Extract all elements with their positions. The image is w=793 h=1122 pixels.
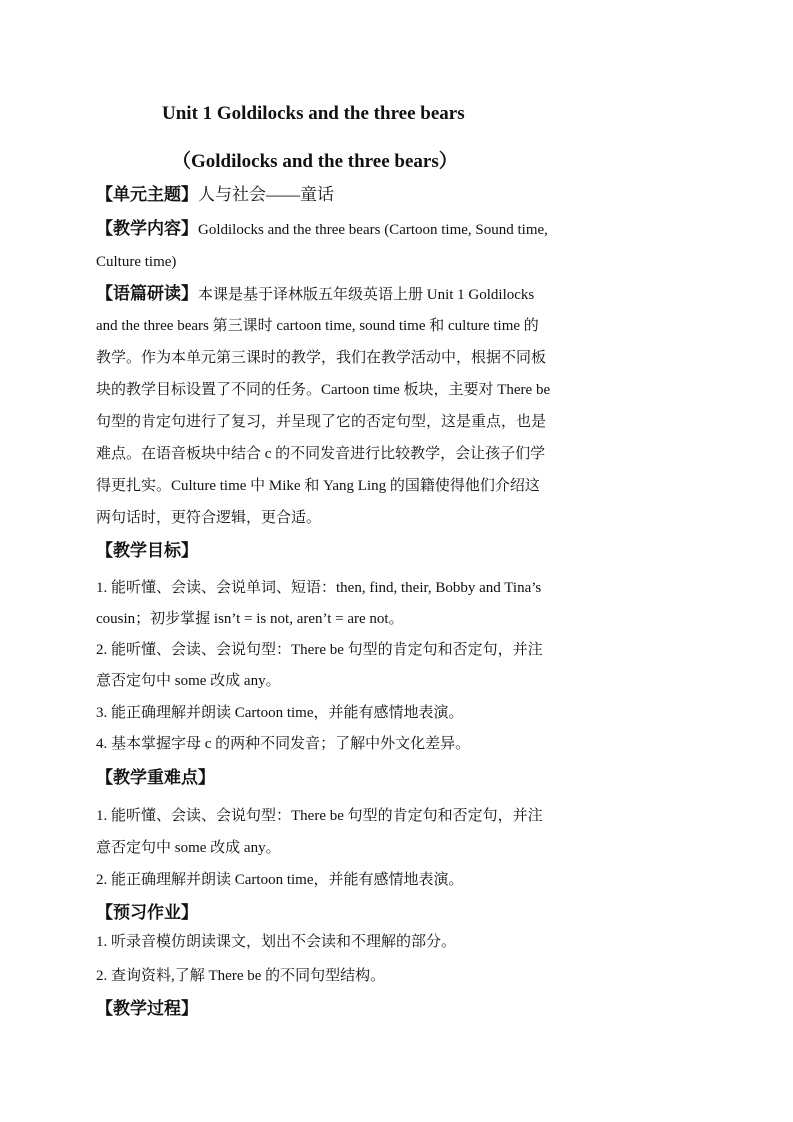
key-point-line-1: 1. 能听懂、会读、会说句型：There be 句型的肯定句和否定句，并注 — [96, 808, 543, 824]
analysis-row — [96, 284, 534, 305]
analysis-text-line4: 块的教学目标设置了不同的任务。Cartoon time 板块，主要对 There be — [96, 382, 551, 398]
content-label: 【教学内容】 — [96, 219, 198, 238]
process-heading: 【教学过程】 — [96, 999, 198, 1018]
objective-line-1: 1. 能听懂、会读、会说单词、短语：then, find, their, Bobby and Tina’s — [96, 580, 542, 596]
objective-line-4: 意否定句中 some 改成 any。 — [96, 673, 281, 689]
unit-title: Unit 1 Goldilocks and the three bears — [162, 103, 465, 124]
preview-heading: 【预习作业】 — [96, 903, 198, 922]
objective-line-5: 3. 能正确理解并朗读 Cartoon time，并能有感情地表演。 — [96, 705, 464, 721]
analysis-text-line2: and the three bears 第三课时 cartoon time, sound time 和 culture time 的 — [96, 318, 539, 334]
analysis-text-line6: 难点。在语音板块中结合 c 的不同发音进行比较教学，会让孩子们学 — [96, 446, 546, 462]
content-row — [96, 219, 548, 240]
key-point-line-3: 2. 能正确理解并朗读 Cartoon time，并能有感情地表演。 — [96, 872, 464, 888]
key-points-heading: 【教学重难点】 — [96, 768, 215, 787]
lesson-subtitle: （Goldilocks and the three bears） — [172, 151, 458, 172]
analysis-text-line7: 得更扎实。Culture time 中 Mike 和 Yang Ling 的国籍使得他们介绍这 — [96, 478, 540, 494]
analysis-text-line5: 句型的肯定句进行了复习，并呈现了它的否定句型，这是重点，也是 — [96, 414, 547, 430]
content-text-line1: Goldilocks and the three bears (Cartoon time, Sound time, — [198, 222, 548, 238]
theme-row — [96, 185, 334, 206]
key-point-line-2: 意否定句中 some 改成 any。 — [96, 840, 281, 856]
preview-item-1: 1. 听录音模仿朗读课文，划出不会读和不理解的部分。 — [96, 934, 457, 950]
content-text-line2: Culture time) — [96, 254, 177, 270]
analysis-text-line3: 教学。作为本单元第三课时的教学，我们在教学活动中，根据不同板 — [96, 350, 547, 366]
objective-line-6: 4. 基本掌握字母 c 的两种不同发音；了解中外文化差异。 — [96, 736, 471, 752]
analysis-text-line8: 两句话时，更符合逻辑，更合适。 — [96, 510, 322, 526]
objective-line-3: 2. 能听懂、会读、会说句型：There be 句型的肯定句和否定句，并注 — [96, 642, 543, 658]
theme-label: 【单元主题】 — [96, 185, 198, 204]
analysis-label: 【语篇研读】 — [96, 284, 198, 303]
preview-item-2: 2. 查询资料,了解 There be 的不同句型结构。 — [96, 968, 386, 984]
objectives-heading: 【教学目标】 — [96, 541, 198, 560]
theme-value: 人与社会——童话 — [198, 185, 334, 204]
analysis-text-line1: 本课是基于译林版五年级英语上册 Unit 1 Goldilocks — [198, 287, 535, 303]
objective-line-2: cousin；初步掌握 isn’t = is not, aren’t = are not。 — [96, 611, 404, 627]
